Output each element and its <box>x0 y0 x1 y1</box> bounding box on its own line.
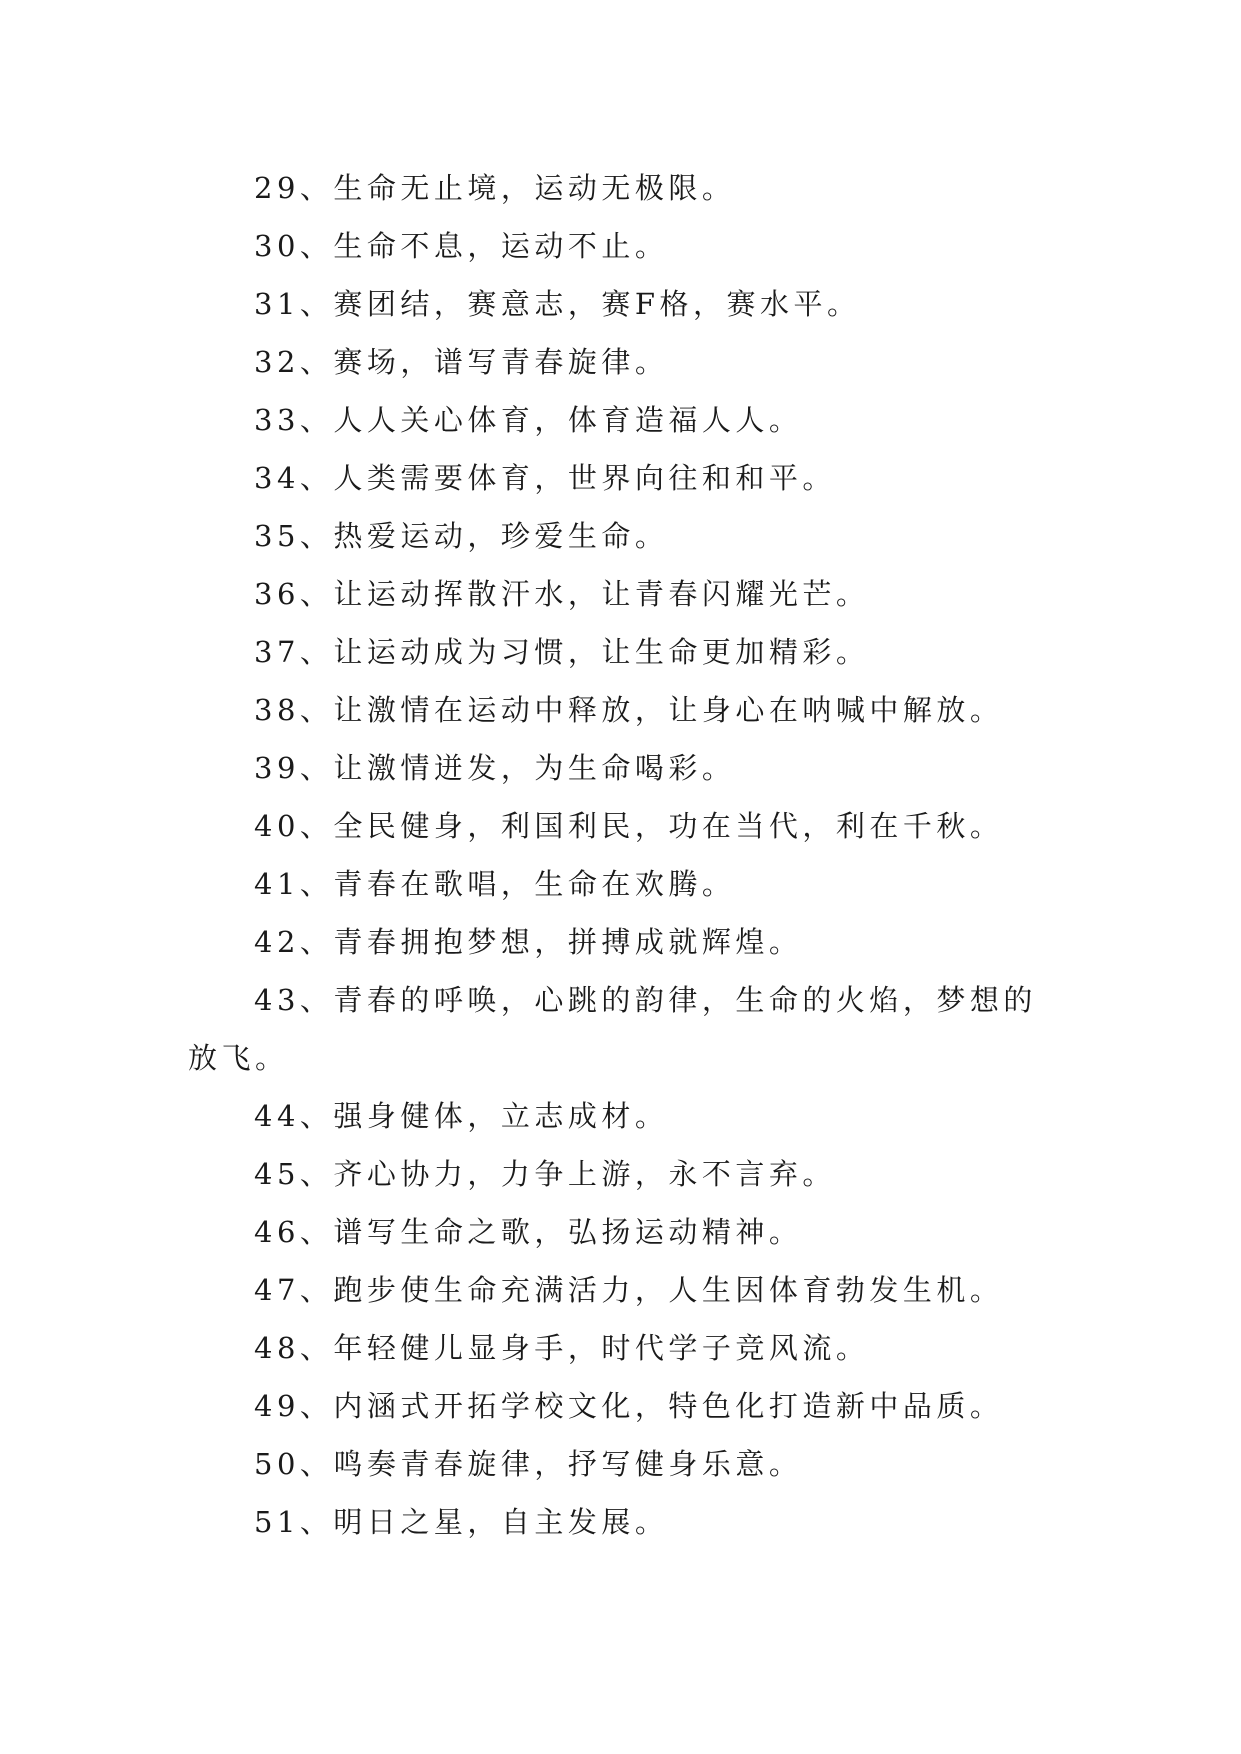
list-item: 29、生命无止境，运动无极限。 <box>254 171 736 205</box>
list-item: 43、青春的呼唤，心跳的韵律，生命的火焰，梦想的放飞。 <box>188 983 1037 1075</box>
list-item: 40、全民健身，利国利民，功在当代，利在千秋。 <box>254 809 1004 843</box>
list-item: 49、内涵式开拓学校文化，特色化打造新中品质。 <box>254 1389 1004 1423</box>
list-item: 34、人类需要体育，世界向往和和平。 <box>254 461 836 495</box>
list-item: 32、赛场，谱写青春旋律。 <box>254 345 669 379</box>
list-item: 45、齐心协力，力争上游，永不言弃。 <box>254 1157 836 1191</box>
list-item: 47、跑步使生命充满活力，人生因体育勃发生机。 <box>254 1273 1004 1307</box>
list-item: 35、热爱运动，珍爱生命。 <box>254 519 669 553</box>
list-item: 37、让运动成为习惯，让生命更加精彩。 <box>254 635 870 669</box>
list-item: 31、赛团结，赛意志，赛F格，赛水平。 <box>254 287 861 321</box>
list-item: 46、谱写生命之歌，弘扬运动精神。 <box>254 1215 803 1249</box>
list-item: 48、年轻健儿显身手，时代学子竞风流。 <box>254 1331 870 1365</box>
list-item: 42、青春拥抱梦想，拼搏成就辉煌。 <box>254 925 803 959</box>
list-item: 41、青春在歌唱，生命在欢腾。 <box>254 867 736 901</box>
slogan-list <box>188 159 1068 1551</box>
list-item: 39、让激情迸发，为生命喝彩。 <box>254 751 736 785</box>
list-item: 50、鸣奏青春旋律，抒写健身乐意。 <box>254 1447 803 1481</box>
list-item: 36、让运动挥散汗水，让青春闪耀光芒。 <box>254 577 870 611</box>
list-item: 38、让激情在运动中释放，让身心在呐喊中解放。 <box>254 693 1004 727</box>
list-item: 30、生命不息，运动不止。 <box>254 229 669 263</box>
list-item: 44、强身健体，立志成材。 <box>254 1099 669 1133</box>
list-item: 33、人人关心体育，体育造福人人。 <box>254 403 803 437</box>
list-item: 51、明日之星，自主发展。 <box>254 1505 669 1539</box>
